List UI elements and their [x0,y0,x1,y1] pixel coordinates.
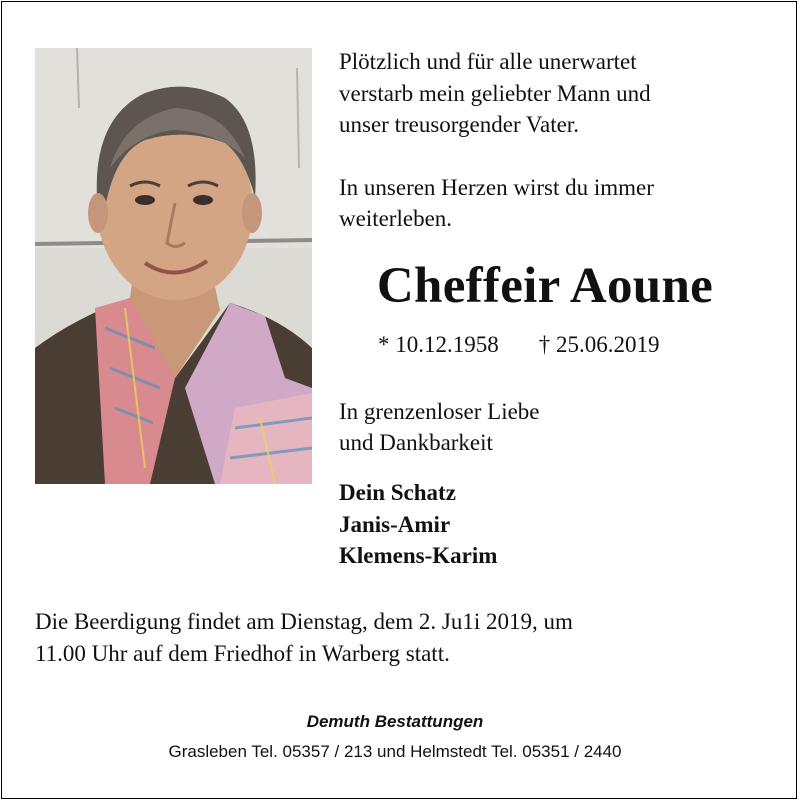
mourner-name: Klemens-Karim [339,543,498,568]
portrait-image [35,48,312,484]
deceased-name: Cheffeir Aoune [376,258,714,314]
funeral-info [35,606,755,669]
funeral-line: 11.00 Uhr auf dem Friedhof in Warberg statt. [35,640,450,666]
love-line: In grenzenloser Liebe [339,399,540,424]
love-text [339,396,540,458]
intro-line: unser treusorgender Vater. [339,112,579,137]
undertaker-contact: Grasleben Tel. 05357 / 213 und Helmstedt Tel. 05351 / 2440 [168,742,622,761]
mourners-list [339,477,497,572]
heart-line: weiterleben. [339,206,453,231]
heart-line: In unseren Herzen wirst du immer [339,174,654,200]
love-line: und Dankbarkeit [339,430,493,455]
portrait-photo [35,48,312,484]
life-dates [378,330,660,360]
intro-line: Plötzlich und für alle unerwartet [339,49,637,74]
intro-text [339,46,759,235]
undertaker-name: Demuth Bestattungen [306,712,484,731]
death-date: † 25.06.2019 [538,332,660,357]
intro-line: verstarb mein geliebter Mann und [339,80,651,106]
mourner-name: Janis-Amir [339,511,451,537]
birth-date: * 10.12.1958 [378,332,499,357]
mourner-name: Dein Schatz [339,480,456,505]
funeral-line: Die Beerdigung findet am Dienstag, dem 2. Ju1i 2019, um [35,609,573,634]
